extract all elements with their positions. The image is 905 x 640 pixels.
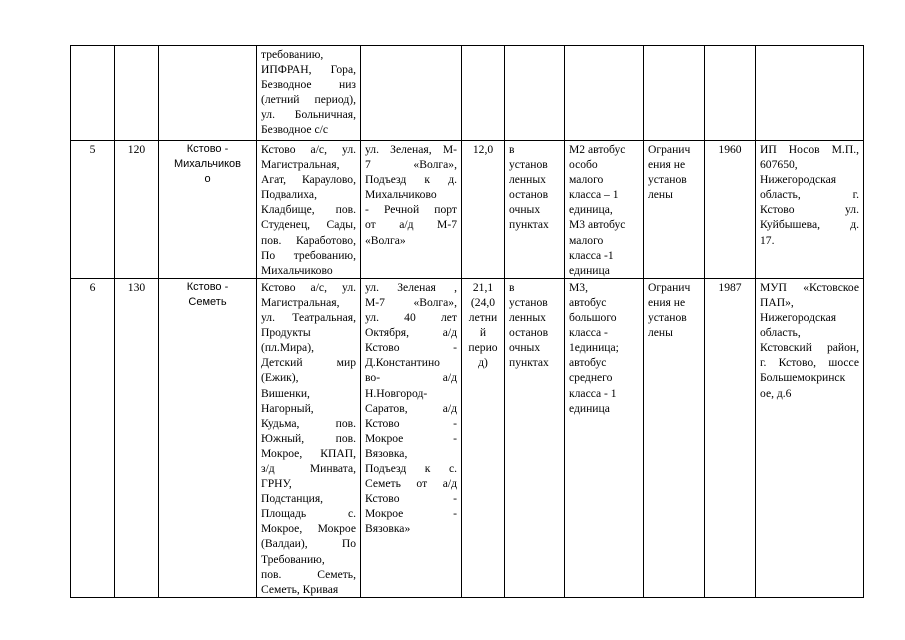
cell-text-line: Безводное низ [261,78,356,92]
cell-text-line: установ [648,311,687,325]
cell-text-line: Кладбище, пов. [261,203,356,217]
cell-text-line: класса - 1 [569,386,617,400]
cell-text-line: «Волга» [365,233,406,247]
cell-text-line: Кстово - [365,492,457,506]
cell-text-line: Кстовский район, [760,341,859,355]
cell-text-line: Кстово ул. [760,203,859,217]
cell-text-line: д) [478,356,488,370]
cell-text-line: Кстово - [365,416,457,430]
cell-text-line: Саратов, а/д [365,401,457,415]
cell-text-line: Мокрое, КПАП, [261,446,356,460]
cell-text-line: Детский мир [261,356,356,370]
vehicles-cell [565,141,644,279]
cell-text-line: Мокрое - [365,431,457,445]
cell-text-line: Студенец, Сады, [261,218,356,232]
cell-text-line: область, г. [760,188,859,202]
streets-cell [361,46,462,141]
row-number-cell [71,46,115,141]
cell-text-line: 1единица; [569,341,619,355]
cell-text-line: з/д Минвата, [261,461,356,475]
boarding-order-cell [505,141,565,279]
cell-text-line: Кстово - [186,280,229,293]
cell-text-line: Мокрое - [365,507,457,521]
cell-text-line: пов. Семеть, [261,567,356,581]
cell-text-line: Безводное с/с [261,123,328,137]
start-year-cell: 1960 [705,141,756,279]
routes-table [70,45,864,598]
cell-text-line: автобус [569,356,607,370]
cell-text-line: Михальчиково [365,188,437,202]
cell-text-line: Огранич [648,280,691,294]
cell-text-line: М3 автобус [569,218,626,232]
cell-text-line: Подъезд к с. [365,461,457,475]
cell-text-line: Огранич [648,143,691,156]
cell-text-line: Кстово - [186,143,229,155]
cell-text-line: установ [509,158,548,172]
length-cell [462,46,505,141]
cell-text-line: Вязовка, [365,446,408,460]
cell-text-line: ИПФРАН, Гора, [261,63,356,77]
streets-cell [361,141,462,279]
cell-text-line: пов. Каработово, [261,233,356,247]
cell-text-line: Продукты [261,326,311,340]
cell-text-line: останов [509,326,549,340]
route-name-cell [159,278,257,597]
cell-text-line: очных [509,203,541,217]
cell-text-line: г. Кстово, шоссе [760,356,859,370]
row-number-cell: 6 [71,278,115,597]
boarding-order-cell [505,278,565,597]
table-body [71,46,864,598]
cell-text-line: Михальчиково [261,263,333,277]
cell-text-line: класса – 1 [569,188,619,202]
cell-text-line: перио [468,341,498,355]
cell-text-line: область, [760,326,801,340]
cell-text-line: й [479,326,487,340]
cell-text-line: установ [509,295,548,309]
cell-text-line: М2 автобус [569,143,626,156]
cell-text-line: МУП «Кстовское [760,280,859,294]
stops-cell [257,278,361,597]
cell-text-line: Вишенки, [261,386,310,400]
cell-text-line: особо [569,158,598,172]
cell-text-line: (Ежик), [261,371,299,385]
table-row [71,278,864,597]
cell-text-line: Площадь с. [261,507,356,521]
cell-text-line: останов [509,188,549,202]
carrier-cell [756,278,864,597]
cell-text-line: Нижегородская [760,173,837,187]
cell-text-line: ленных [509,311,546,325]
cell-text-line: (летний период), [261,93,356,107]
boarding-order-cell [505,46,565,141]
cell-text-line: 21,1 [472,280,494,294]
cell-text-line: 12,0 [472,143,494,156]
cell-text-line: Михальчиков [174,158,241,171]
restrictions-cell [644,141,705,279]
carrier-cell [756,141,864,279]
cell-text-line: среднего [569,371,613,385]
cell-text-line: в [509,280,515,294]
cell-text-line: ения не [648,295,686,309]
start-year-cell: 1987 [705,278,756,597]
cell-text-line: Магистральная, [261,295,340,309]
cell-text-line: Семеть [188,295,227,308]
cell-text-line: Д.Константино [365,356,440,370]
cell-text-line: ое, д.6 [760,386,792,400]
cell-text-line: ул. 40 лет [365,311,457,325]
cell-text-line: Большемокринск [760,371,846,385]
streets-cell [361,278,462,597]
cell-text-line: о [204,173,211,186]
route-number-cell: 120 [115,141,159,279]
cell-text-line: (Валдаи), По [261,537,356,551]
cell-text-line: Н.Новгород- [365,386,428,400]
cell-text-line: Куйбышева, д. [760,218,859,232]
cell-text-line: 607650, [760,158,798,172]
restrictions-cell [644,46,705,141]
table-row [71,141,864,279]
route-name-cell [159,46,257,141]
cell-text-line: ул. Больничная, [261,108,356,122]
cell-text-line: Кстово а/с, ул. [261,280,356,294]
cell-text-line: класса -1 [569,248,614,262]
cell-text-line: - Речной порт [365,203,457,217]
cell-text-line: Магистральная, [261,158,340,172]
cell-text-line: большого [569,311,617,325]
cell-text-line: ул. Зеленая , [365,280,457,294]
route-name-cell [159,141,257,279]
vehicles-cell [565,278,644,597]
cell-text-line: очных [509,341,541,355]
cell-text-line: автобус [569,295,607,309]
route-number-cell: 130 [115,278,159,597]
stops-cell [257,46,361,141]
cell-text-line: Кстово а/с, ул. [261,143,356,156]
vehicles-cell [565,46,644,141]
cell-text-line: Семеть от а/д [365,477,457,491]
cell-text-line: единица [569,263,610,277]
cell-text-line: единица [569,401,610,415]
cell-text-line: Мокрое, Мокрое [261,522,356,536]
cell-text-line: Нагорный, [261,401,314,415]
cell-text-line: 17. [760,233,775,247]
cell-text-line: требованию, [261,48,324,61]
cell-text-line: в [509,143,515,156]
cell-text-line: лены [648,326,673,340]
cell-text-line: Подвалиха, [261,188,317,202]
cell-text-line: пунктах [509,356,549,370]
table-row [71,46,864,141]
cell-text-line: во- а/д [365,371,457,385]
carrier-cell [756,46,864,141]
cell-text-line: Вязовка» [365,522,411,536]
cell-text-line: Октября, а/д [365,326,457,340]
length-cell [462,278,505,597]
cell-text-line: Южный, пов. [261,431,356,445]
cell-text-line: малого [569,233,604,247]
cell-text-line: ПАП», [760,295,794,309]
cell-text-line: Подъезд к д. [365,173,457,187]
cell-text-line: ул. Зеленая, М- [365,143,457,156]
cell-text-line: летни [468,311,498,325]
cell-text-line: Требованию, [261,552,325,566]
row-number-cell: 5 [71,141,115,279]
restrictions-cell [644,278,705,597]
start-year-cell [705,46,756,141]
cell-text-line: ул. Театральная, [261,311,356,325]
cell-text-line: единица, [569,203,613,217]
cell-text-line: Нижегородская [760,311,837,325]
cell-text-line: ГРНУ, [261,477,292,491]
cell-text-line: лены [648,188,673,202]
route-number-cell [115,46,159,141]
cell-text-line: Семеть, Кривая [261,582,339,596]
cell-text-line: пунктах [509,218,549,232]
cell-text-line: ИП Носов М.П., [760,143,859,156]
cell-text-line: Кстово - [365,341,457,355]
cell-text-line: (24,0 [470,295,496,309]
cell-text-line: Агат, Караулово, [261,173,356,187]
cell-text-line: ения не [648,158,686,172]
cell-text-line: 7 «Волга», [365,158,457,172]
cell-text-line: класса - [569,326,608,340]
cell-text-line: установ [648,173,687,187]
stops-cell [257,141,361,279]
cell-text-line: малого [569,173,604,187]
cell-text-line: ленных [509,173,546,187]
cell-text-line: М-7 «Волга», [365,295,457,309]
cell-text-line: (пл.Мира), [261,341,314,355]
cell-text-line: от а/д М-7 [365,218,457,232]
cell-text-line: По требованию, [261,248,356,262]
cell-text-line: Подстанция, [261,492,324,506]
cell-text-line: Кудьма, пов. [261,416,356,430]
length-cell [462,141,505,279]
cell-text-line: М3, [569,280,589,294]
